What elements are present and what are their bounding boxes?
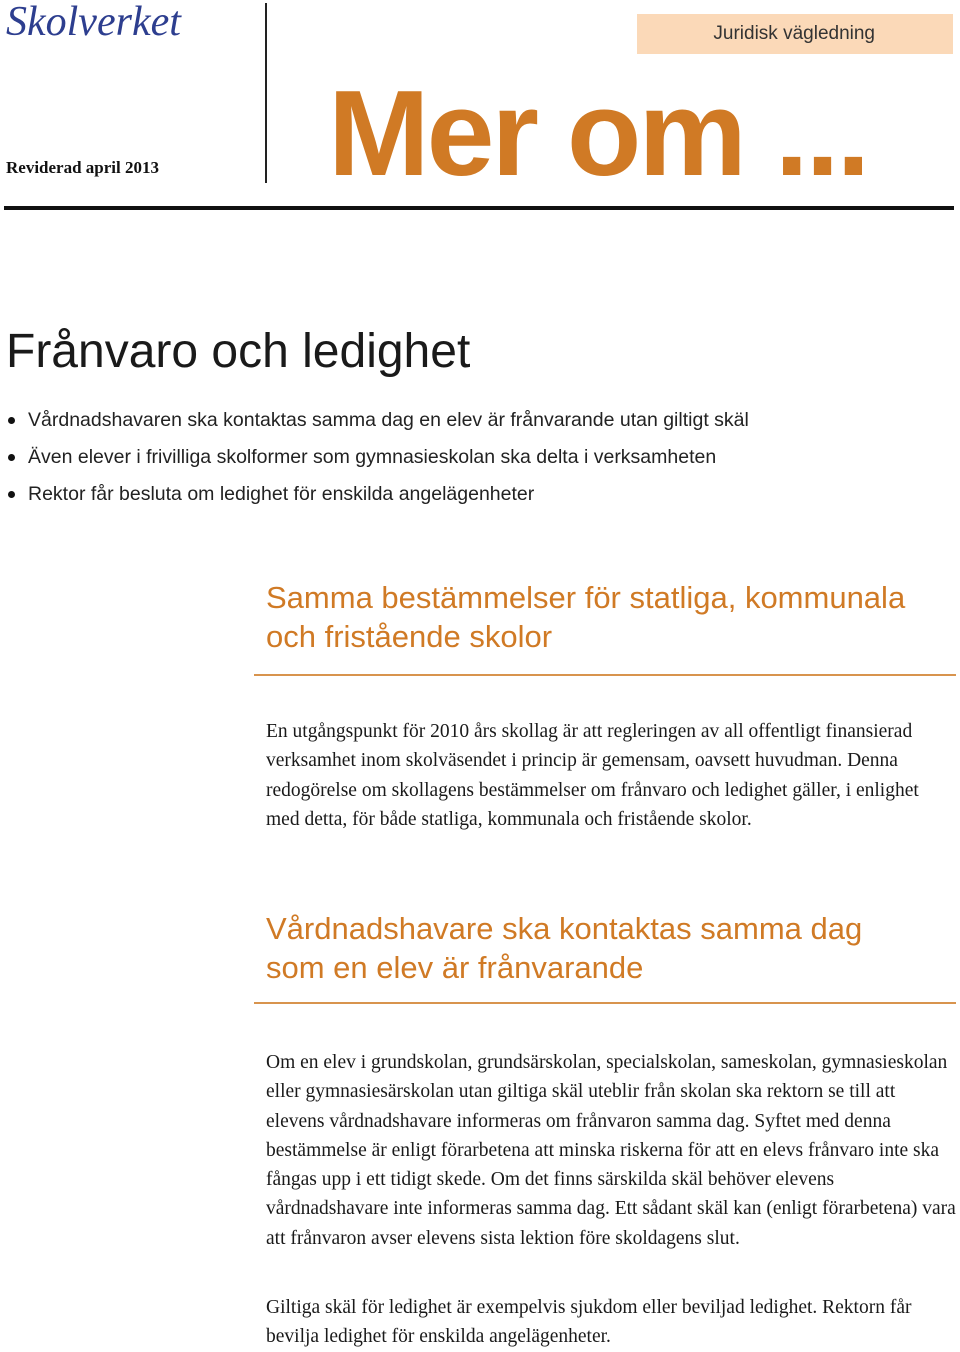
header-divider (4, 206, 954, 210)
summary-bullet-text: Även elever i frivilliga skolformer som gymnasieskolan ska delta i verksamheten (28, 446, 717, 468)
section-heading-line: Vårdnadshavare ska kontaktas samma dag (266, 911, 863, 946)
document-type-label: Juridisk vägledning (713, 23, 875, 44)
summary-bullet (0, 476, 749, 513)
summary-bullet (0, 439, 749, 476)
bullet-dot-icon (8, 454, 15, 461)
summary-bullet-text: Rektor får besluta om ledighet för enskilda angelägenheter (28, 483, 535, 505)
section-heading-line: och fristående skolor (266, 619, 553, 654)
section-paragraph: Giltiga skäl för ledighet är exempelvis sjukdom eller beviljad ledighet. Rektorn får bevilja ledighet för enskilda angelägenheter. (266, 1297, 912, 1348)
section-paragraph: En utgångspunkt för 2010 års skollag är att regleringen av all offentligt finansierad verksamhet inom skolväsendet i princip är gemensam, oavsett huvudman. Denna redogörelse om skollagens bestämmelser om frånvaro och ledighet gäller, i enlighet med detta, för både statliga, kommunala och fristående skolor. (266, 721, 919, 830)
section-heading-line: Samma bestämmelser för statliga, kommunala (266, 580, 906, 615)
section-divider (254, 674, 956, 676)
document-type-badge (637, 14, 953, 54)
summary-bullet-text: Vårdnadshavaren ska kontaktas samma dag en elev är frånvarande utan giltigt skäl (28, 409, 749, 431)
page-title: Frånvaro och ledighet (6, 325, 471, 379)
summary-bullet-list (0, 402, 749, 513)
series-title: Mer om ... (328, 65, 868, 201)
bullet-dot-icon (8, 417, 15, 424)
header-divider-vertical (265, 3, 267, 183)
skolverket-logo: Skolverket (6, 0, 181, 45)
summary-bullet (0, 402, 749, 439)
revision-date: Reviderad april 2013 (6, 158, 159, 177)
section-heading (266, 909, 862, 987)
bullet-dot-icon (8, 491, 15, 498)
section-heading (266, 578, 905, 656)
section-divider (254, 1002, 956, 1004)
section-paragraph: Om en elev i grundskolan, grundsärskolan, specialskolan, sameskolan, gymnasieskolan eller gymnasiesärskolan utan giltiga skäl uteblir från skolan ska rektorn se till att elevens vårdnadshavare informeras om frånvaron samma dag. Syftet med denna bestämmelse är enligt förarbetena att minska riskerna för att en elevs frånvaro inte ska fångas upp i ett tidigt skede. Om det finns särskilda skäl behöver elevens vårdnadshavare inte informeras samma dag. Ett sådant skäl kan (enligt förarbetena) vara att frånvaron avser elevens sista lektion före skoldagens slut. (266, 1052, 956, 1249)
section-heading-line: som en elev är frånvarande (266, 950, 644, 985)
